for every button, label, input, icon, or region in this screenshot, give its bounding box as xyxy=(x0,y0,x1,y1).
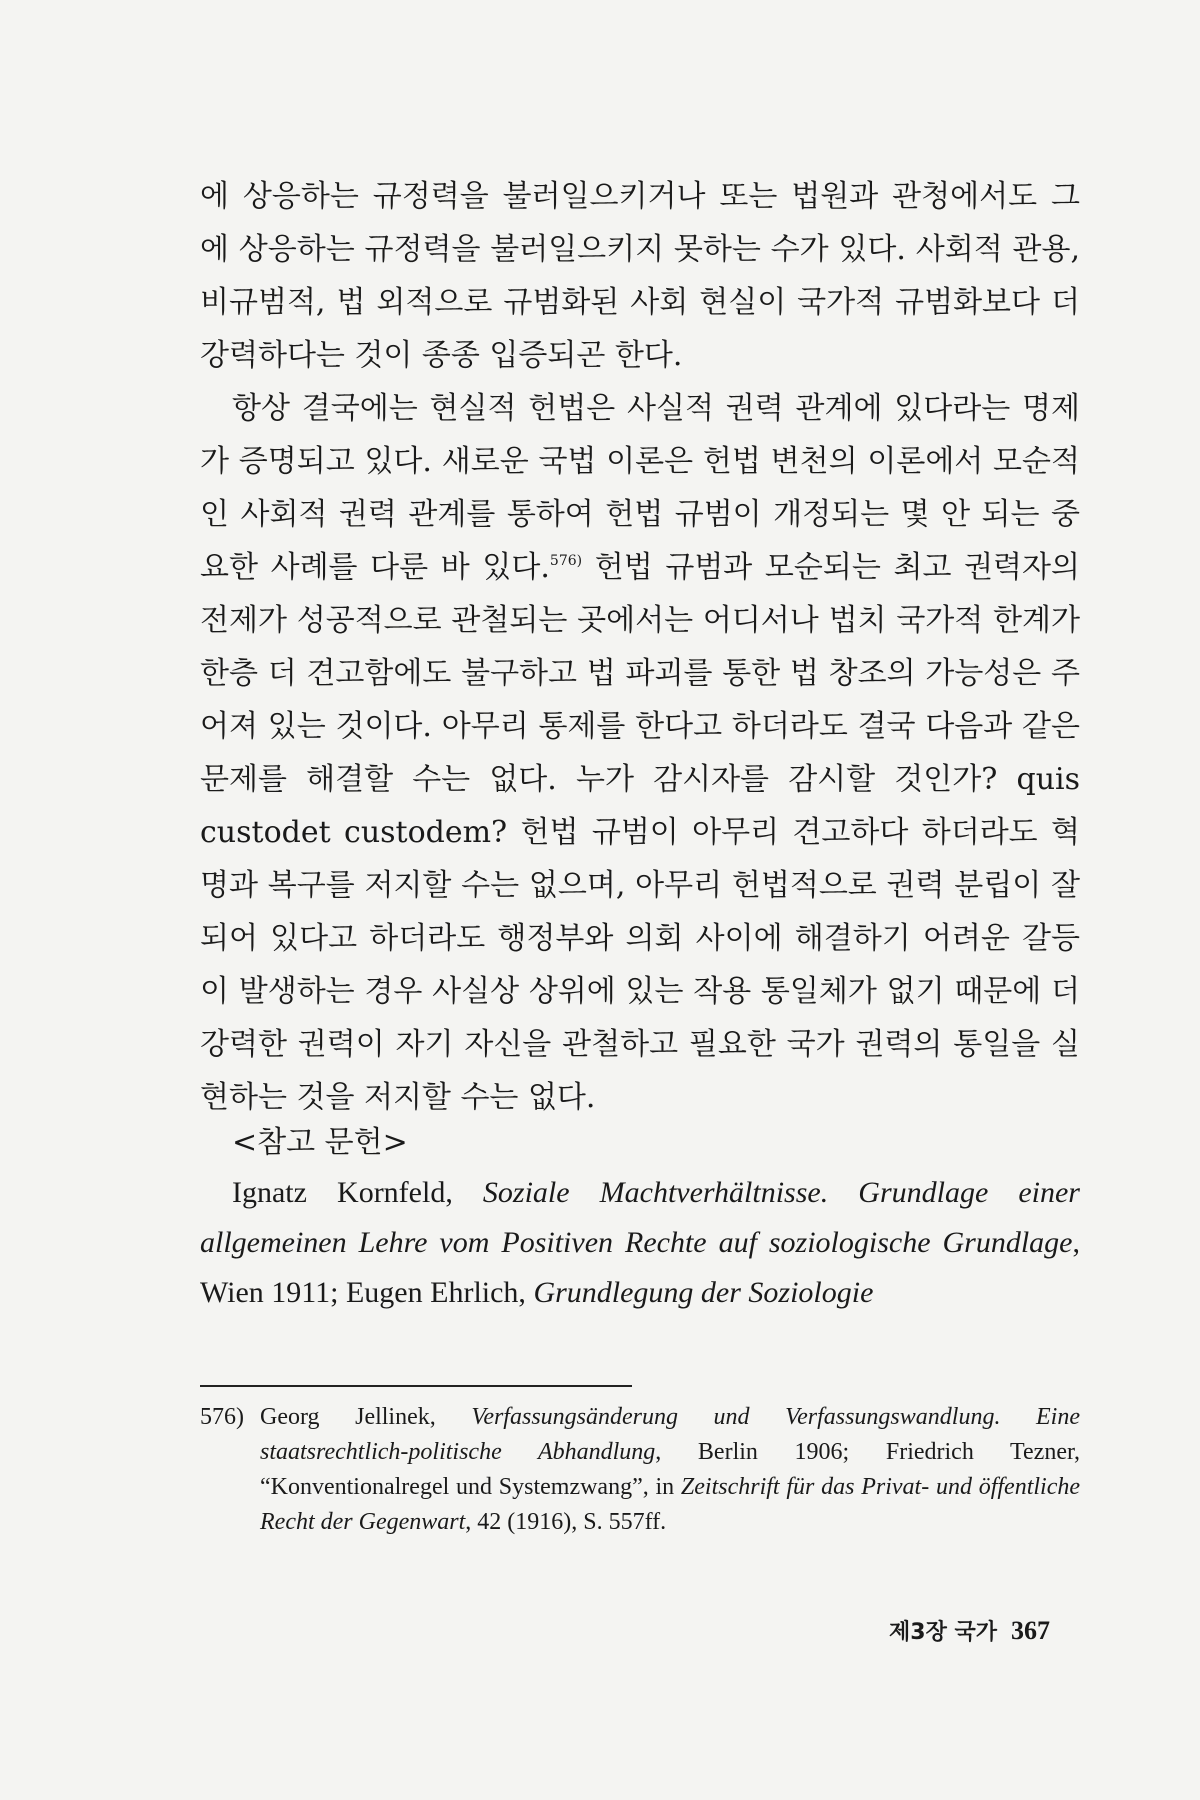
paragraph-2-end: 헌법 규범과 모순되는 최고 권력자의 전제가 성공적으로 관철되는 곳에서는 어디서나 법치 국가적 한계가 한층 더 견고함에도 불구하고 법 파괴를 통한 법 창조의 가능성은 주어져 있는 것이다. 아무리 통제를 한다고 하더라도 결국 다음과 같은 문제를 해결할 수는 없다. 누가 감시자를 감시할 것인가? quis custodet custodem? 헌법 규범이 아무리 견고하다 하더라도 혁명과 복구를 저지할 수는 없으며, 아무리 헌법적으로 권력 분립이 잘 되어 있다고 하더라도 행정부와 의회 사이에 해결하기 어려운 갈등이 발생하는 경우 사실상 상위에 있는 작용 통일체가 없기 때문에 더 강력한 권력이 자기 자신을 관철하고 필요한 국가 권력의 통일을 실현하는 것을 저지할 수는 없다. xyxy=(200,550,1080,1115)
body-text xyxy=(200,170,1080,1124)
page-footer xyxy=(889,1615,1050,1646)
footnote-details-2: , 42 (1916), S. 557ff. xyxy=(465,1509,667,1535)
footnote-author: Georg Jellinek, xyxy=(260,1404,472,1430)
footnote-details: , Berlin 1906; Friedrich Tezner, “Konventionalregel und Systemzwang”, in xyxy=(260,1439,1080,1500)
footnote-body xyxy=(260,1400,1080,1540)
paragraph-2 xyxy=(200,382,1080,1124)
reference-entry xyxy=(200,1168,1080,1318)
page-number: 367 xyxy=(1011,1616,1050,1645)
reference-title-2: Grundlegung der Soziologie xyxy=(533,1276,874,1309)
footnote-number: 576) xyxy=(200,1404,244,1430)
chapter-label: 제3장 국가 xyxy=(889,1620,997,1645)
footnote-reference: 576) xyxy=(549,553,583,569)
paragraph-2-start: 항상 결국에는 현실적 헌법은 사실적 권력 관계에 있다라는 명제가 증명되고 있다. 새로운 국법 이론은 헌법 변천의 이론에서 모순적인 사회적 권력 관계를 통하여 헌법 규범이 개정되는 몇 안 되는 중요한 사례를 다룬 바 있다. xyxy=(200,391,1080,585)
footnote xyxy=(200,1400,1080,1540)
reference-title: Soziale Machtverhältnisse. Grundlage einer allgemeinen Lehre vom Positiven Rechte auf soziologische Grundlage xyxy=(200,1176,1080,1259)
footnote-journal: Zeitschrift für das Privat- und öffentliche Recht der Gegenwart xyxy=(260,1474,1081,1535)
footnote-title: Verfassungsänderung und Verfassungswandlung. Eine staatsrechtlich-politische Abhandlung xyxy=(260,1404,1080,1465)
references-heading: <참고 문헌> xyxy=(232,1125,408,1160)
reference-author: Ignatz Kornfeld, xyxy=(232,1176,483,1209)
paragraph-1: 에 상응하는 규정력을 불러일으키거나 또는 법원과 관청에서도 그 에 상응하는 규정력을 불러일으키지 못하는 수가 있다. 사회적 관용, 비규범적, 법 외적으로 규범화된 사회 현실이 국가적 규범화보다 더 강력하다는 것이 종종 입증되곤 한다. xyxy=(200,179,1080,373)
reference-details: , Wien 1911; Eugen Ehrlich, xyxy=(200,1226,1080,1309)
references-section xyxy=(200,1118,1080,1318)
footnote-divider xyxy=(200,1385,632,1387)
